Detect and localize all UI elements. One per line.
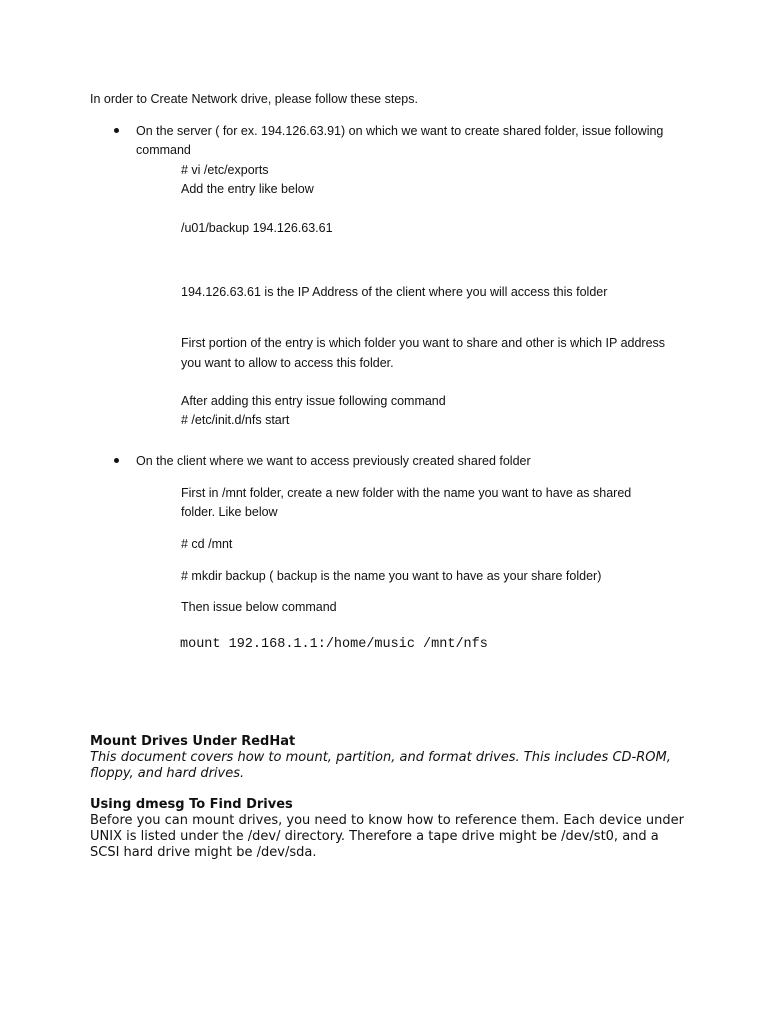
server-bullet-line2: command [136,143,191,157]
cmd-cd-mnt: # cd /mnt [181,537,233,551]
redhat-heading: Mount Drives Under RedHat [90,734,296,749]
client-bullet-line: On the client where we want to access previously created shared folder [136,454,531,468]
server-bullet-line1: On the server ( for ex. 194.126.63.91) on which we want to create shared folder, issue following [136,124,664,138]
after-adding-text: After adding this entry issue following command [181,394,446,408]
portion-line2: you want to allow to access this folder. [181,356,394,370]
bullet-client [114,458,119,463]
cmd-vi-exports: # vi /etc/exports [181,163,269,177]
dmesg-line2: UNIX is listed under the /dev/ directory. Therefore a tape drive might be /dev/st0, and a [90,829,659,844]
redhat-desc-line1: This document covers how to mount, partition, and format drives. This includes CD-ROM, [90,750,671,765]
dmesg-line3: SCSI hard drive might be /dev/sda. [90,845,317,860]
cmd-mount: mount 192.168.1.1:/home/music /mnt/nfs [180,637,488,652]
ip-note: 194.126.63.61 is the IP Address of the client where you will access this folder [181,285,608,299]
cmd-mkdir: # mkdir backup ( backup is the name you want to have as your share folder) [181,569,602,583]
first-line2: folder. Like below [181,505,278,519]
dmesg-heading: Using dmesg To Find Drives [90,797,293,812]
dmesg-line1: Before you can mount drives, you need to know how to reference them. Each device under [90,813,684,828]
intro-text: In order to Create Network drive, please follow these steps. [90,92,418,106]
portion-line1: First portion of the entry is which folder you want to share and other is which IP address [181,336,666,350]
exports-entry: /u01/backup 194.126.63.61 [181,221,333,235]
then-issue-text: Then issue below command [181,600,337,614]
first-line1: First in /mnt folder, create a new folder with the name you want to have as shared [181,486,632,500]
redhat-desc-line2: floppy, and hard drives. [90,766,245,781]
add-entry-text: Add the entry like below [181,182,314,196]
cmd-nfs-start: # /etc/init.d/nfs start [181,413,290,427]
bullet-server [114,128,119,133]
